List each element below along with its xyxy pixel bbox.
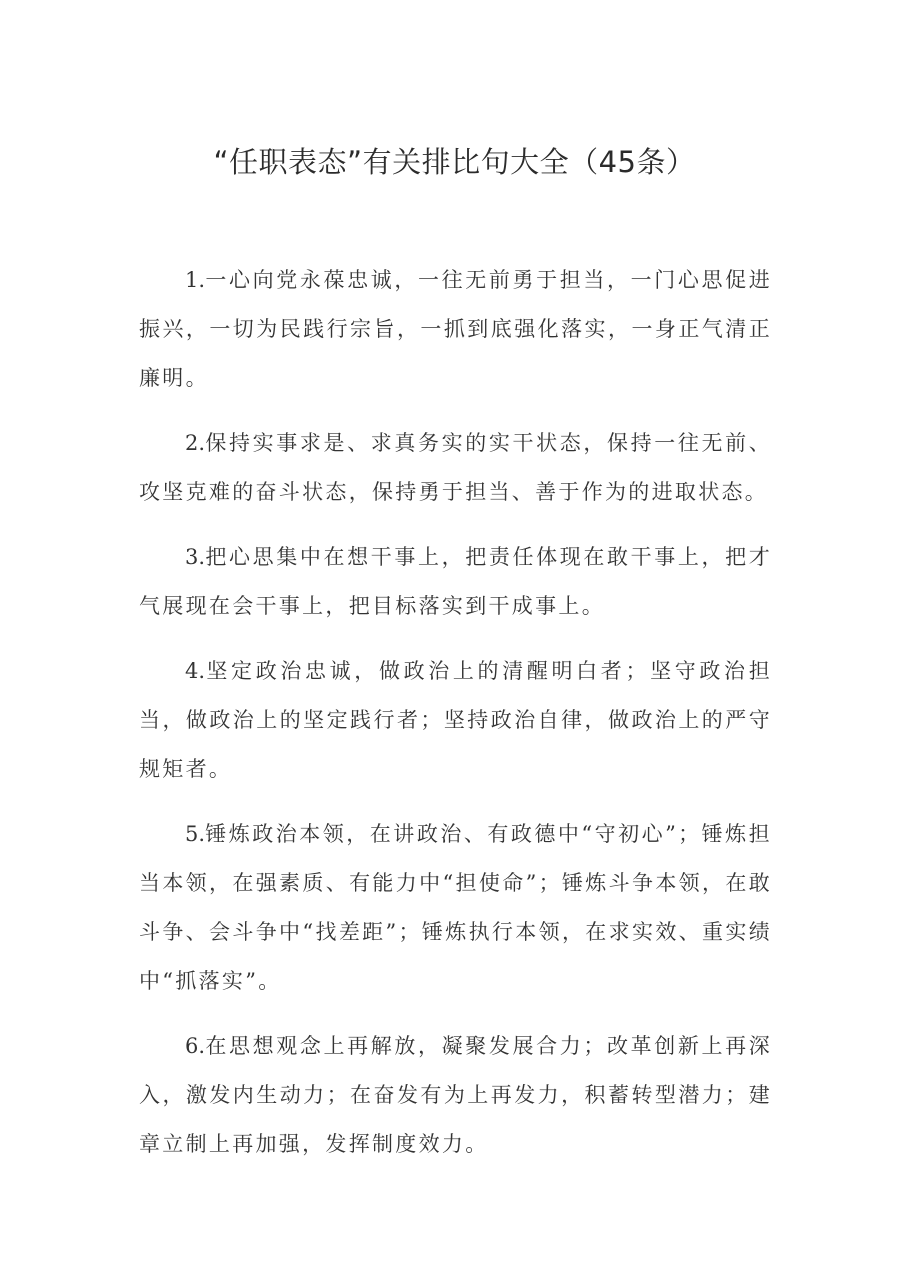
paragraph-3: [139, 533, 772, 631]
paragraph-6: [139, 1022, 772, 1169]
paragraph-2: [139, 419, 772, 517]
paragraph-number: 6.: [185, 1034, 206, 1058]
paragraph-number: 3.: [185, 545, 206, 569]
paragraph-5: [139, 810, 772, 1006]
paragraph-1: [139, 256, 772, 403]
paragraph-number: 4.: [185, 659, 206, 683]
paragraph-number: 1.: [185, 268, 206, 292]
paragraph-text: 把心思集中在想干事上，把责任体现在敢干事上，把才气展现在会干事上，把目标落实到干成事上。: [139, 545, 772, 618]
document-body: [139, 256, 772, 1185]
paragraph-number: 2.: [185, 431, 206, 455]
paragraph-text: 一心向党永葆忠诚，一往无前勇于担当，一门心思促进振兴，一切为民践行宗旨，一抓到底强化落实，一身正气清正廉明。: [139, 268, 772, 390]
paragraph-text: 锤炼政治本领，在讲政治、有政德中“守初心”；锤炼担当本领，在强素质、有能力中“担使命”；锤炼斗争本领，在敢斗争、会斗争中“找差距”；锤炼执行本领，在求实效、重实绩中“抓落实”。: [139, 822, 772, 993]
document-title: “任职表态”有关排比句大全（45条）: [213, 145, 696, 179]
paragraph-text: 坚定政治忠诚，做政治上的清醒明白者；坚守政治担当，做政治上的坚定践行者；坚持政治自律，做政治上的严守规矩者。: [139, 659, 772, 781]
paragraph-4: [139, 647, 772, 794]
paragraph-text: 保持实事求是、求真务实的实干状态，保持一往无前、攻坚克难的奋斗状态，保持勇于担当、善于作为的进取状态。: [139, 431, 772, 504]
paragraph-text: 在思想观念上再解放，凝聚发展合力；改革创新上再深入，激发内生动力；在奋发有为上再发力，积蓄转型潜力；建章立制上再加强，发挥制度效力。: [139, 1034, 772, 1156]
paragraph-number: 5.: [185, 822, 206, 846]
